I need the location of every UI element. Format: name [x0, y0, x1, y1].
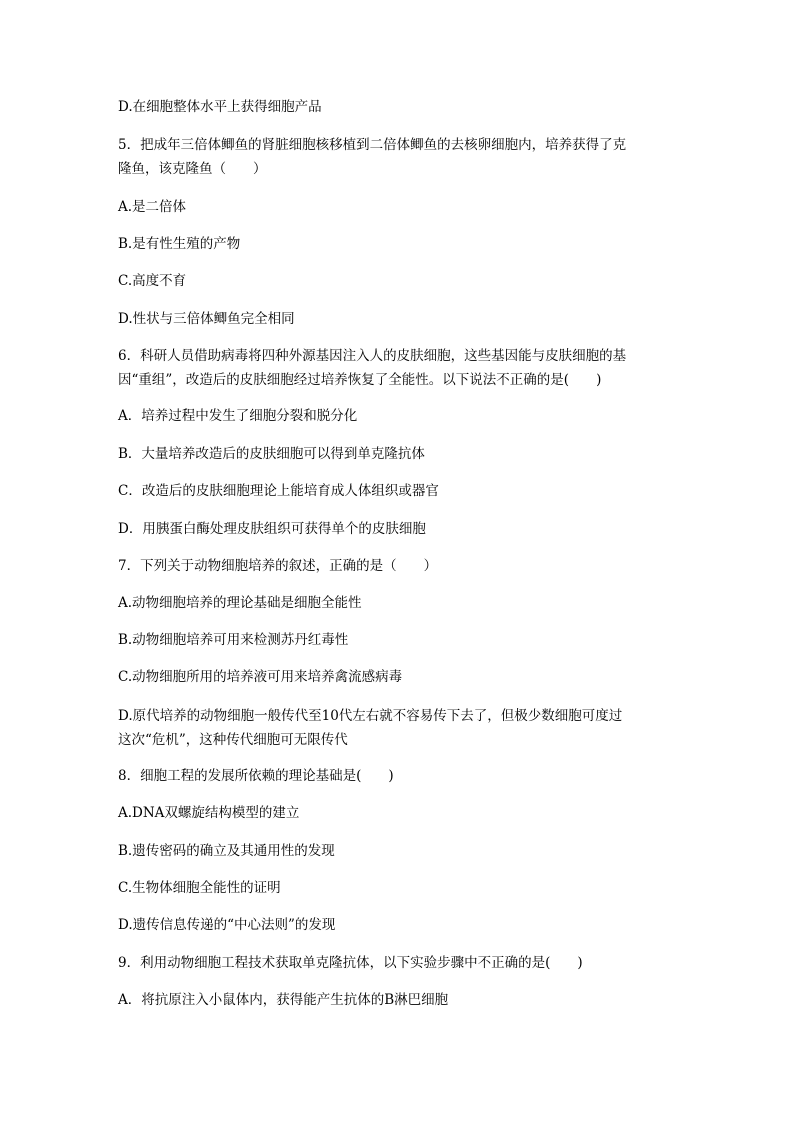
question-9-option-a: A．将抗原注入小鼠体内，获得能产生抗体的B淋巴细胞 [118, 992, 449, 1008]
question-8-option-a: A.DNA双螺旋结构模型的建立 [118, 805, 300, 821]
question-5-option-a: A.是二倍体 [118, 199, 187, 215]
question-5-option-b: B.是有性生殖的产物 [118, 236, 241, 252]
question-8-stem: 8．细胞工程的发展所依赖的理论基础是( ) [118, 768, 394, 784]
question-8-option-d: D.遗传信息传递的“中心法则”的发现 [118, 917, 336, 933]
question-6-stem-line-1: 6．科研人员借助病毒将四种外源基因注入人的皮肤细胞，这些基因能与皮肤细胞的基 [118, 348, 627, 364]
question-5-stem-line-1: 5．把成年三倍体鲫鱼的肾脏细胞核移植到二倍体鲫鱼的去核卵细胞内，培养获得了克 [118, 137, 627, 153]
question-6-option-a: A．培养过程中发生了细胞分裂和脱分化 [118, 408, 358, 424]
question-5-option-d: D.性状与三倍体鲫鱼完全相同 [118, 311, 295, 327]
option-4d: D.在细胞整体水平上获得细胞产品 [118, 99, 322, 115]
question-7-stem: 7．下列关于动物细胞培养的叙述，正确的是（ ） [118, 558, 438, 574]
question-6-option-c: C．改造后的皮肤细胞理论上能培育成人体组织或器官 [118, 483, 439, 499]
question-7-option-d-line-2: 这次“危机”，这种传代细胞可无限传代 [118, 732, 348, 748]
question-7-option-c: C.动物细胞所用的培养液可用来培养禽流感病毒 [118, 669, 403, 685]
question-6-option-d: D．用胰蛋白酶处理皮肤组织可获得单个的皮肤细胞 [118, 521, 426, 537]
question-8-option-c: C.生物体细胞全能性的证明 [118, 880, 281, 896]
question-6-option-b: B．大量培养改造后的皮肤细胞可以得到单克隆抗体 [118, 446, 425, 462]
question-5-stem-line-2: 隆鱼，该克隆鱼（ ） [118, 161, 267, 177]
question-8-option-b: B.遗传密码的确立及其通用性的发现 [118, 843, 335, 859]
question-9-stem: 9．利用动物细胞工程技术获取单克隆抗体，以下实验步骤中不正确的是( ) [118, 955, 583, 971]
question-5-option-c: C.高度不育 [118, 273, 187, 289]
question-6-stem-line-2: 因“重组”，改造后的皮肤细胞经过培养恢复了全能性。以下说法不正确的是( ) [118, 372, 602, 388]
question-7-option-a: A.动物细胞培养的理论基础是细胞全能性 [118, 595, 362, 611]
question-7-option-d-line-1: D.原代培养的动物细胞一般传代至10代左右就不容易传下去了，但极少数细胞可度过 [118, 708, 623, 724]
question-7-option-b: B.动物细胞培养可用来检测苏丹红毒性 [118, 632, 349, 648]
